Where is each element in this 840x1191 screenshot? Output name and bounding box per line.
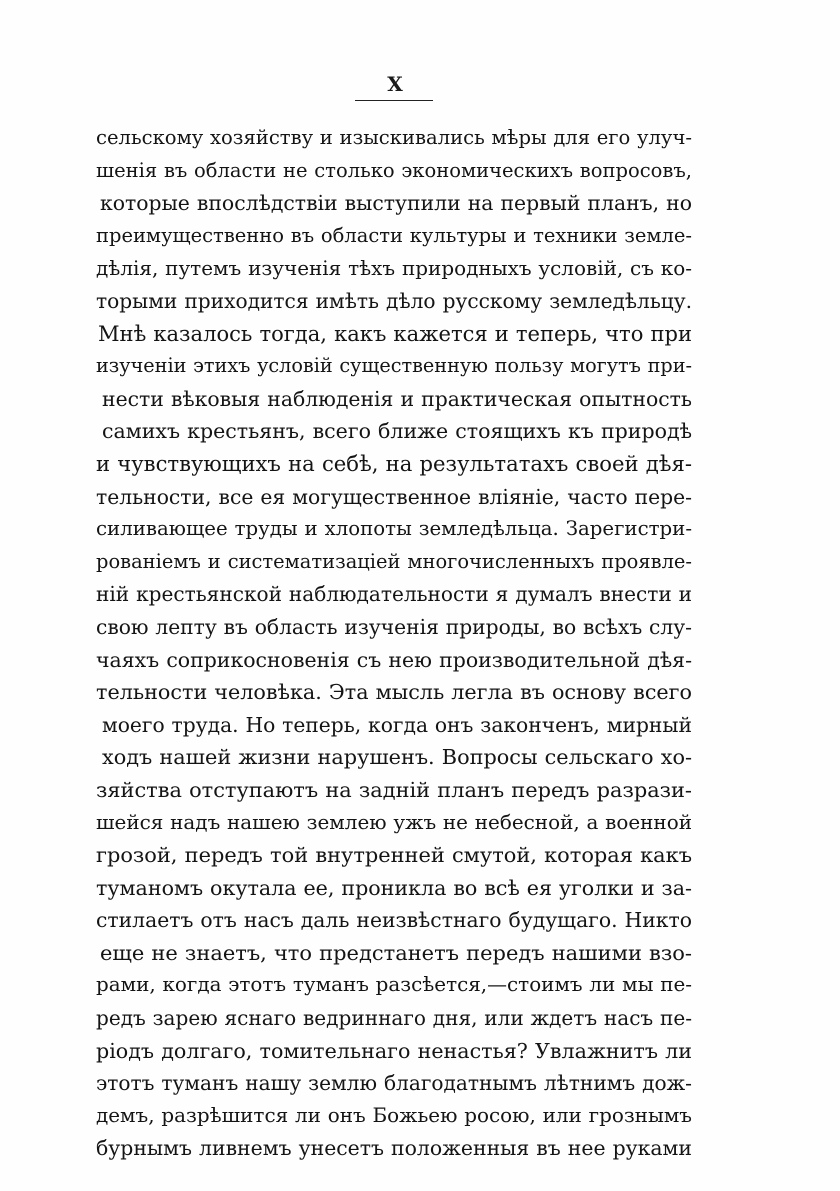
- text-line: бурнымъ ливнемъ унесетъ положенныя въ нее руками: [96, 1136, 692, 1161]
- text-line: изученіи этихъ условій существенную пользу могутъ при-: [96, 354, 692, 378]
- text-line: силивающее труды и хлопоты земледѣльца. Зарегистри-: [96, 517, 692, 541]
- text-line: ходъ нашей жизни нарушенъ. Вопросы сельскаго хо-: [102, 745, 692, 770]
- text-line: торыми приходится имѣть дѣло русскому земледѣльцу.: [96, 288, 692, 313]
- text-line: и чувствующихъ на себѣ, на результатахъ своей дѣя-: [96, 450, 692, 476]
- text-line: рами, когда этотъ туманъ разсѣется,—стоимъ ли мы пе-: [96, 973, 692, 997]
- text-line: рованіемъ и систематизаціей многочисленныхъ проявле-: [96, 549, 692, 573]
- text-line: шейся надъ нашею землею ужъ не небесной, а военной: [96, 810, 692, 835]
- text-line: ріодъ долгаго, томительнаго ненастья? Увлажнитъ ли: [96, 1038, 692, 1063]
- text-line: преимущественно въ области культуры и техники земле-: [96, 223, 692, 247]
- text-line: демъ, разрѣшится ли онъ Божьею росою, или грознымъ: [96, 1103, 692, 1127]
- text-line: тельности человѣка. Эта мысль легла въ основу всего: [96, 680, 692, 705]
- text-line: самихъ крестьянъ, всего ближе стоящихъ къ природѣ: [102, 419, 692, 444]
- text-line: Мнѣ казалось тогда, какъ кажется и теперь, что при: [98, 320, 692, 346]
- header-rule: [355, 100, 433, 101]
- text-line: дѣлія, путемъ изученія тѣхъ природныхъ условій, съ ко-: [96, 256, 692, 281]
- text-line: шенія въ области не столько экономическихъ вопросовъ,: [96, 158, 692, 182]
- text-line: моего труда. Но теперь, когда онъ законченъ, мирный: [102, 712, 692, 737]
- text-line: чаяхъ соприкосновенія съ нею производительной дѣя-: [96, 647, 692, 672]
- text-line: еще не знаетъ, что предстанетъ передъ нашими взо-: [100, 940, 692, 965]
- text-line: свою лепту въ область изученія природы, во всѣхъ слу-: [96, 614, 692, 639]
- text-line: зяйства отступаютъ на задній планъ передъ разрази-: [96, 777, 692, 802]
- page-number: X: [387, 72, 403, 96]
- text-line: тельности, все ея могущественное вліяніе, часто пере-: [96, 484, 692, 509]
- text-line: которые впослѣдствіи выступили на первый планъ, но: [100, 191, 692, 216]
- text-line: стилаетъ отъ насъ даль неизвѣстнаго будущаго. Никто: [96, 908, 692, 933]
- text-line: нести вѣковыя наблюденія и практическая опытность: [102, 386, 692, 411]
- text-line: грозой, передъ той внутренней смутой, которая какъ: [96, 843, 692, 868]
- text-line: этотъ туманъ нашу землю благодатнымъ лѣтнимъ дож-: [96, 1071, 692, 1096]
- text-line: сельскому хозяйству и изыскивались мѣры для его улуч-: [96, 126, 692, 149]
- text-line: ній крестьянской наблюдательности я думалъ внести и: [96, 582, 692, 607]
- text-line: туманомъ окутала ее, проникла во всѣ ея уголки и за-: [96, 875, 692, 900]
- text-line: редъ зарею яснаго ведриннаго дня, или ждетъ насъ пе-: [96, 1006, 692, 1031]
- body-text: [96, 122, 692, 1165]
